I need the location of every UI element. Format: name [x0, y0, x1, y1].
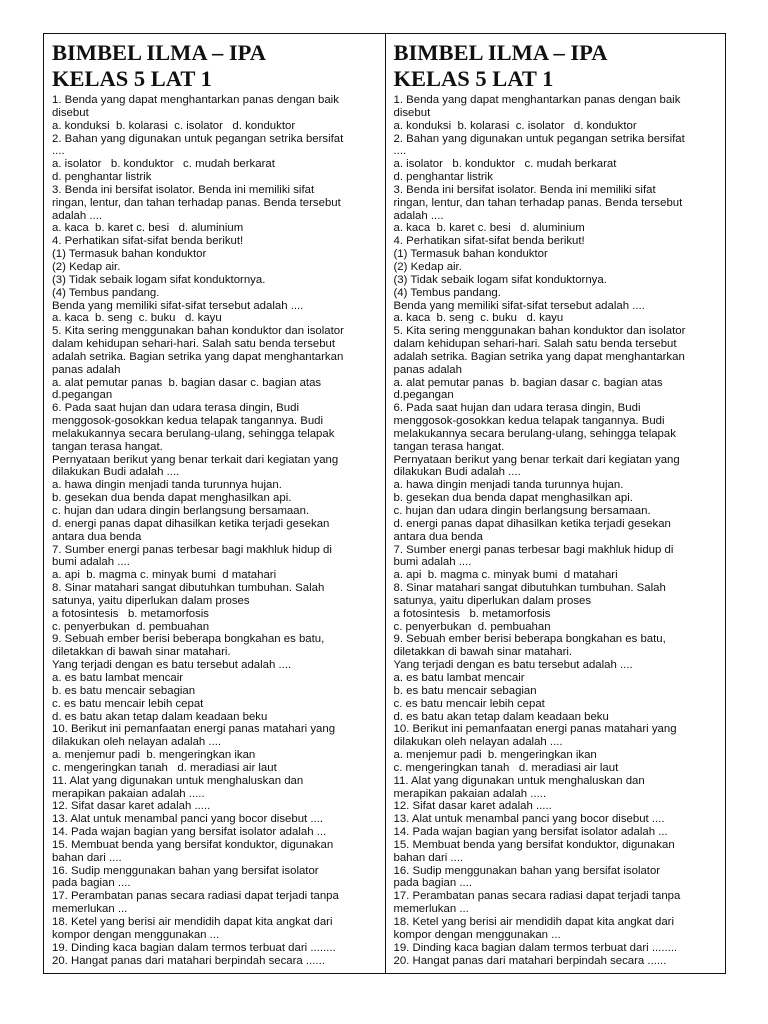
- question-line: a. kaca b. karet c. besi d. aluminium: [393, 222, 585, 235]
- question-line: melakukannya secara berulang-ulang, sehingga telapak: [393, 427, 676, 440]
- question-line: (1) Termasuk bahan konduktor: [52, 248, 207, 261]
- question-line: 18. Ketel yang berisi air mendidih dapat kita angkat dari: [393, 916, 675, 928]
- question-line: d.pegangan: [393, 389, 454, 402]
- question-line: tangan terasa hangat.: [52, 440, 163, 453]
- question-line: 17. Perambatan panas secara radiasi dapat terjadi tanpa: [393, 890, 681, 903]
- worksheet-title-line1: BIMBEL ILMA – IPA: [52, 40, 266, 65]
- question-line: c. hujan dan udara dingin berlangsung bersamaan.: [393, 505, 651, 517]
- worksheet-subtitle-line2: KELAS 5 LAT 1: [393, 66, 554, 91]
- question-line: dilakukan oleh nelayan adalah ....: [52, 736, 222, 749]
- question-line: memerlukan ...: [393, 903, 469, 916]
- question-line: c. mengeringkan tanah d. meradiasi air laut: [52, 761, 277, 774]
- question-line: 13. Alat untuk menambal panci yang bocor disebut ....: [52, 813, 324, 826]
- question-line: pada bagian ....: [52, 877, 131, 890]
- question-line: 11. Alat yang digunakan untuk menghaluskan dan: [393, 774, 645, 787]
- question-line: 20. Hangat panas dari matahari berpindah secara ......: [393, 954, 667, 967]
- question-line: a fotosintesis b. metamorfosis: [52, 607, 209, 620]
- question-line: (2) Kedap air.: [393, 260, 462, 273]
- question-line: a. hawa dingin menjadi tanda turunnya hujan.: [393, 479, 624, 492]
- question-line: a. alat pemutar panas b. bagian dasar c. bagian atas: [393, 376, 663, 389]
- question-line: 7. Sumber energi panas terbesar bagi makhluk hidup di: [393, 543, 674, 556]
- question-line: 19. Dinding kaca bagian dalam termos terbuat dari ........: [52, 941, 336, 954]
- worksheet-title-line1: BIMBEL ILMA – IPA: [393, 40, 608, 65]
- question-line: b. es batu mencair sebagian: [393, 684, 537, 697]
- question-line: 3. Benda ini bersifat isolator. Benda ini memiliki sifat: [52, 183, 315, 196]
- question-line: 6. Pada saat hujan dan udara terasa dingin, Budi: [52, 402, 299, 415]
- question-lines: [394, 94, 722, 967]
- question-line: satunya, yaitu diperlukan dalam proses: [393, 594, 592, 607]
- question-line: 7. Sumber energi panas terbesar bagi makhluk hidup di: [52, 543, 332, 556]
- question-line: antara dua benda: [393, 530, 483, 543]
- question-line: Benda yang memiliki sifat-sifat tersebut adalah ....: [52, 299, 304, 312]
- question-line: 4. Perhatikan sifat-sifat benda berikut!: [393, 235, 585, 248]
- question-line: (2) Kedap air.: [52, 260, 121, 273]
- question-line: panas adalah: [393, 363, 462, 376]
- question-line: memerlukan ...: [52, 903, 128, 916]
- question-line: 16. Sudip menggunakan bahan yang bersifat isolator: [393, 864, 661, 877]
- question-line: a. kaca b. seng c. buku d. kayu: [393, 312, 564, 325]
- question-line: bahan dari ....: [52, 851, 122, 864]
- question-line: 5. Kita sering menggunakan bahan konduktor dan isolator: [393, 325, 686, 338]
- question-line: 14. Pada wajan bagian yang bersifat isolator adalah ...: [393, 826, 668, 839]
- question-line: 11. Alat yang digunakan untuk menghaluskan dan: [52, 774, 304, 787]
- question-line: 6. Pada saat hujan dan udara terasa dingin, Budi: [393, 402, 641, 415]
- worksheet-sheet: [43, 33, 726, 974]
- worksheet-right-column: [385, 34, 726, 973]
- question-line: adalah ....: [393, 209, 444, 222]
- question-line: d. penghantar listrik: [393, 171, 493, 184]
- question-line: dilakukan Budi adalah ....: [393, 466, 521, 479]
- question-line: melakukannya secara berulang-ulang, sehingga telapak: [52, 427, 335, 440]
- question-line: 5. Kita sering menggunakan bahan konduktor dan isolator: [52, 325, 344, 338]
- question-line: a. isolator b. konduktor c. mudah berkarat: [52, 158, 275, 171]
- question-line: 1. Benda yang dapat menghantarkan panas dengan baik: [52, 94, 339, 106]
- question-line: 19. Dinding kaca bagian dalam termos terbuat dari ........: [393, 941, 678, 954]
- question-line: adalah ....: [52, 209, 103, 222]
- question-line: disebut: [393, 106, 431, 119]
- question-line: b. es batu mencair sebagian: [52, 684, 196, 697]
- question-line: c. penyerbukan d. pembuahan: [393, 620, 551, 633]
- question-line: panas adalah: [52, 363, 121, 376]
- question-line: d. penghantar listrik: [52, 171, 152, 184]
- question-line: (4) Tembus pandang.: [52, 286, 160, 299]
- question-line: d. energi panas dapat dihasilkan ketika terjadi gesekan: [393, 517, 671, 530]
- question-line: 10. Berikut ini pemanfaatan energi panas matahari yang: [393, 723, 677, 736]
- question-line: 3. Benda ini bersifat isolator. Benda ini memiliki sifat: [393, 183, 656, 196]
- question-line: antara dua benda: [52, 530, 142, 543]
- question-line: 8. Sinar matahari sangat dibutuhkan tumbuhan. Salah: [52, 582, 325, 595]
- question-line: diletakkan di bawah sinar matahari.: [393, 646, 573, 659]
- question-line: (1) Termasuk bahan konduktor: [393, 248, 548, 261]
- question-line: a. es batu lambat mencair: [52, 671, 184, 684]
- question-line: a. konduksi b. kolarasi c. isolator d. konduktor: [393, 119, 637, 132]
- question-line: c. hujan dan udara dingin berlangsung bersamaan.: [52, 505, 310, 517]
- question-line: a. api b. magma c. minyak bumi d matahari: [52, 569, 277, 582]
- question-line: 4. Perhatikan sifat-sifat benda berikut!: [52, 235, 244, 248]
- question-line: bumi adalah ....: [393, 556, 472, 569]
- question-line: ringan, lentur, dan tahan terhadap panas. Benda tersebut: [52, 196, 341, 209]
- question-line: d.pegangan: [52, 389, 113, 402]
- question-line: a. es batu lambat mencair: [393, 671, 525, 684]
- question-line: a. hawa dingin menjadi tanda turunnya hujan.: [52, 479, 282, 492]
- question-line: a. kaca b. seng c. buku d. kayu: [52, 312, 222, 325]
- question-line: 9. Sebuah ember berisi beberapa bongkahan es batu,: [393, 633, 666, 646]
- question-line: a. konduksi b. kolarasi c. isolator d. konduktor: [52, 119, 296, 132]
- question-line: 10. Berikut ini pemanfaatan energi panas matahari yang: [52, 723, 336, 736]
- question-line: dilakukan Budi adalah ....: [52, 466, 180, 479]
- question-line: d. es batu akan tetap dalam keadaan beku: [393, 710, 609, 723]
- question-line: dalam kehidupan sehari-hari. Salah satu benda tersebut: [393, 338, 677, 351]
- question-line: merapikan pakaian adalah .....: [52, 787, 205, 800]
- question-line: 17. Perambatan panas secara radiasi dapat terjadi tanpa: [52, 890, 339, 903]
- question-line: ....: [393, 145, 407, 158]
- question-line: a fotosintesis b. metamorfosis: [393, 607, 551, 620]
- question-line: 1. Benda yang dapat menghantarkan panas dengan baik: [393, 94, 681, 106]
- question-line: Yang terjadi dengan es batu tersebut adalah ....: [52, 659, 292, 672]
- question-line: 16. Sudip menggunakan bahan yang bersifat isolator: [52, 864, 319, 877]
- question-line: a. api b. magma c. minyak bumi d matahari: [393, 569, 618, 582]
- question-line: menggosok-gosokkan kedua telapak tangannya. Budi: [52, 415, 324, 428]
- question-line: adalah setrika. Bagian setrika yang dapat menghantarkan: [393, 350, 685, 363]
- question-line: Yang terjadi dengan es batu tersebut adalah ....: [393, 659, 633, 672]
- question-line: Pernyataan berikut yang benar terkait dari kegiatan yang: [52, 453, 339, 466]
- question-line: c. es batu mencair lebih cepat: [52, 697, 204, 710]
- question-line: merapikan pakaian adalah .....: [393, 787, 547, 800]
- question-line: diletakkan di bawah sinar matahari.: [52, 646, 231, 659]
- question-line: (4) Tembus pandang.: [393, 286, 501, 299]
- question-line: bumi adalah ....: [52, 556, 130, 569]
- worksheet-subtitle-line2: KELAS 5 LAT 1: [52, 66, 212, 91]
- question-line: Pernyataan berikut yang benar terkait dari kegiatan yang: [393, 453, 680, 466]
- question-line: dilakukan oleh nelayan adalah ....: [393, 736, 563, 749]
- worksheet-left-column: [44, 34, 385, 973]
- question-line: ringan, lentur, dan tahan terhadap panas. Benda tersebut: [393, 196, 683, 209]
- question-line: kompor dengan menggunakan ...: [52, 928, 220, 941]
- question-line: 12. Sifat dasar karet adalah .....: [52, 800, 211, 813]
- question-line: b. gesekan dua benda dapat menghasilkan api.: [393, 492, 633, 505]
- question-line: d. energi panas dapat dihasilkan ketika terjadi gesekan: [52, 517, 330, 530]
- question-line: c. es batu mencair lebih cepat: [393, 697, 545, 710]
- question-line: a. menjemur padi b. mengeringkan ikan: [52, 749, 256, 762]
- question-line: bahan dari ....: [393, 851, 464, 864]
- question-line: 20. Hangat panas dari matahari berpindah secara ......: [52, 954, 325, 967]
- question-line: 8. Sinar matahari sangat dibutuhkan tumbuhan. Salah: [393, 582, 666, 595]
- question-line: c. penyerbukan d. pembuahan: [52, 620, 210, 633]
- question-line: adalah setrika. Bagian setrika yang dapat menghantarkan: [52, 350, 344, 363]
- question-line: b. gesekan dua benda dapat menghasilkan api.: [52, 492, 292, 505]
- question-line: 15. Membuat benda yang bersifat konduktor, digunakan: [52, 838, 334, 851]
- question-line: ....: [52, 145, 65, 158]
- question-line: 9. Sebuah ember berisi beberapa bongkahan es batu,: [52, 633, 325, 646]
- question-line: 2. Bahan yang digunakan untuk pegangan setrika bersifat: [52, 132, 344, 145]
- question-line: disebut: [52, 106, 89, 119]
- question-lines: [52, 94, 381, 967]
- question-line: c. mengeringkan tanah d. meradiasi air laut: [393, 761, 619, 774]
- question-line: kompor dengan menggunakan ...: [393, 928, 561, 941]
- question-line: a. alat pemutar panas b. bagian dasar c. bagian atas: [52, 376, 322, 389]
- question-line: tangan terasa hangat.: [393, 440, 505, 453]
- question-line: dalam kehidupan sehari-hari. Salah satu benda tersebut: [52, 338, 336, 351]
- question-line: satunya, yaitu diperlukan dalam proses: [52, 594, 250, 607]
- question-line: 15. Membuat benda yang bersifat konduktor, digunakan: [393, 838, 675, 851]
- question-line: a. menjemur padi b. mengeringkan ikan: [393, 749, 597, 762]
- question-line: a. kaca b. karet c. besi d. aluminium: [52, 222, 244, 235]
- question-line: pada bagian ....: [393, 877, 473, 890]
- question-line: 13. Alat untuk menambal panci yang bocor disebut ....: [393, 813, 665, 826]
- question-line: 18. Ketel yang berisi air mendidih dapat kita angkat dari: [52, 916, 333, 928]
- question-line: (3) Tidak sebaik logam sifat konduktornya.: [52, 273, 266, 286]
- question-line: d. es batu akan tetap dalam keadaan beku: [52, 710, 268, 723]
- question-line: 14. Pada wajan bagian yang bersifat isolator adalah ...: [52, 826, 327, 839]
- question-line: 12. Sifat dasar karet adalah .....: [393, 800, 552, 813]
- question-line: (3) Tidak sebaik logam sifat konduktornya.: [393, 273, 607, 286]
- question-line: a. isolator b. konduktor c. mudah berkarat: [393, 158, 617, 171]
- question-line: menggosok-gosokkan kedua telapak tangannya. Budi: [393, 415, 665, 428]
- question-line: Benda yang memiliki sifat-sifat tersebut adalah ....: [393, 299, 645, 312]
- question-line: 2. Bahan yang digunakan untuk pegangan setrika bersifat: [393, 132, 685, 145]
